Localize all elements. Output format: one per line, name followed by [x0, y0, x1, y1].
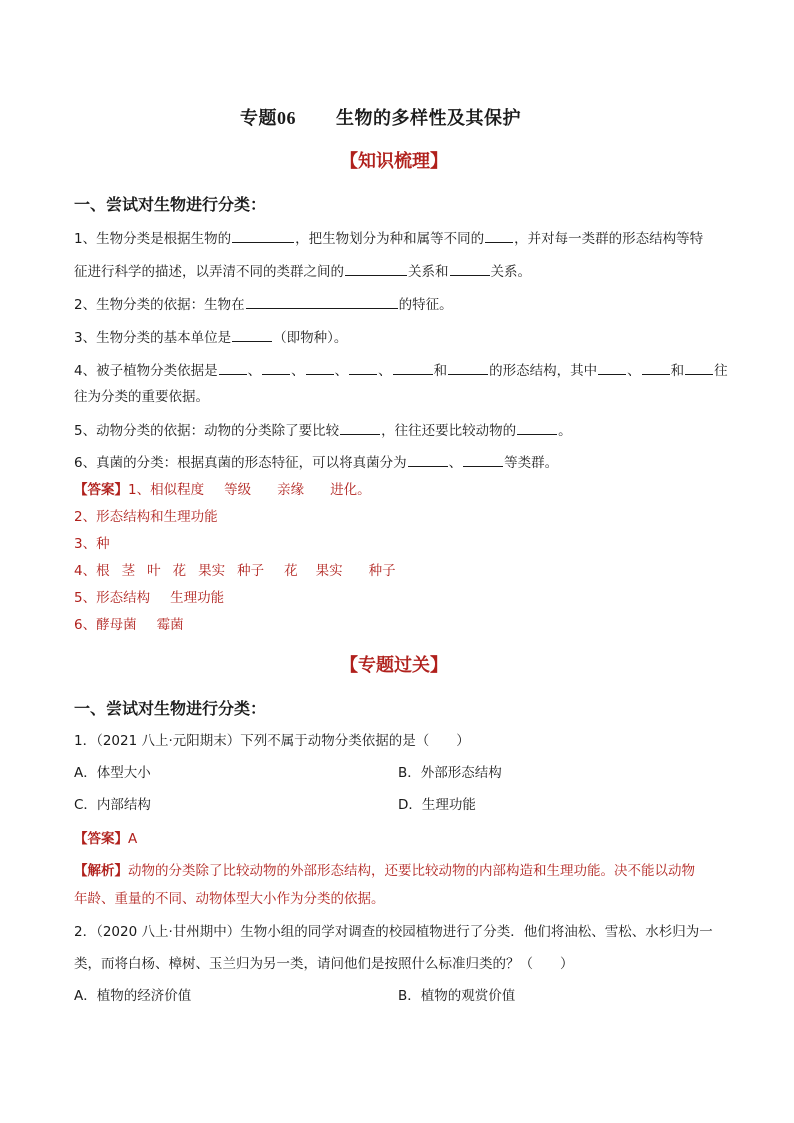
answer-item: 6、酵母菌: [74, 617, 137, 633]
heading-classify-2: 一、尝试对生物进行分类：: [74, 699, 267, 718]
blank: [408, 452, 448, 467]
blank: [262, 360, 290, 375]
answer-item: 果实: [198, 563, 226, 579]
separator: 、: [378, 363, 392, 379]
mc1-analysis-line1: [74, 859, 695, 879]
q1-text-b: ，把生物划分为种和属等不同的: [295, 231, 485, 247]
q3-line: [74, 327, 347, 348]
answer-item: 果实: [315, 563, 343, 579]
answer-label: 【答案】: [74, 831, 128, 847]
q5-text-b: ，往往还要比较动物的: [381, 423, 517, 439]
analysis-label: 【解析】: [74, 863, 128, 879]
answer-line-4: [74, 559, 396, 579]
answer-item: 亲缘: [277, 482, 305, 498]
mc1-analysis-line2: 年龄、重量的不同、动物体型大小作为分类的依据。: [74, 891, 385, 907]
blank: [463, 452, 503, 467]
blank: [450, 261, 490, 276]
answer-item: 叶: [147, 563, 161, 579]
answer-value: A: [128, 831, 138, 847]
title-text: 生物的多样性及其保护: [336, 108, 521, 129]
blank: [340, 420, 380, 435]
q6-text-a: 6、真菌的分类：根据真菌的形态特征，可以将真菌分为: [74, 455, 407, 471]
blank: [642, 360, 670, 375]
mc1-option-a: A．体型大小: [74, 765, 151, 781]
blank: [393, 360, 433, 375]
answer-item: 等级: [224, 482, 252, 498]
q4-text-b: 的形态结构，其中: [489, 363, 598, 379]
answer-line-6: [74, 613, 184, 633]
q5-line: [74, 420, 572, 441]
q1-text-2a: 征进行科学的描述，以弄清不同的类群之间的: [74, 264, 344, 280]
q2-text-a: 2、生物分类的依据：生物在: [74, 297, 245, 313]
answer-line-3: 3、种: [74, 536, 110, 552]
separator: 、: [448, 455, 463, 471]
q1-line1: [74, 228, 703, 249]
page-title: [240, 104, 521, 130]
analysis-text: 动物的分类除了比较动物的外部形态结构，还要比较动物的内部构造和生理功能。决不能以动物: [128, 863, 695, 879]
answer-item: 霉菌: [156, 617, 184, 633]
q5-text-a: 5、动物分类的依据：动物的分类除了要比较: [74, 423, 340, 439]
separator: 、: [247, 363, 262, 379]
heading-classify: 一、尝试对生物进行分类：: [74, 195, 267, 214]
answer-item: 种子: [368, 563, 396, 579]
q4-line2: 往为分类的重要依据。: [74, 389, 209, 405]
answer-item: 种子: [237, 563, 265, 579]
answer-item: 1、相似程度: [128, 482, 205, 498]
q4-text-c: 往: [714, 363, 728, 379]
q2-line: [74, 294, 453, 315]
answer-line-5: [74, 586, 224, 606]
blank: [349, 360, 377, 375]
blank: [232, 228, 294, 243]
separator: 、: [334, 363, 349, 379]
conjunction: 和: [433, 363, 448, 379]
mc2-option-b: B．植物的观赏价值: [398, 988, 516, 1004]
q3-text-b: （即物种）。: [273, 330, 348, 346]
mc1-option-c: C．内部结构: [74, 797, 151, 813]
title-number: 06: [277, 108, 296, 128]
q1-text-c: ，并对每一类群的形态结构等特: [514, 231, 704, 247]
q2-text-b: 的特征。: [398, 297, 453, 313]
mc2-stem-line1: 2．（2020 八上·甘州期中）生物小组的同学对调查的校园植物进行了分类．他们将油松、雪松、水杉归为一: [74, 924, 713, 940]
section-knowledge: 【知识梳理】: [340, 151, 448, 172]
blank: [219, 360, 247, 375]
answer-item: 4、根: [74, 563, 110, 579]
separator: 、: [627, 363, 641, 379]
answer-item: 花: [284, 563, 298, 579]
q4-text-a: 4、被子植物分类依据是: [74, 363, 218, 379]
title-prefix: 专题: [240, 108, 277, 129]
blank: [232, 327, 272, 342]
mc1-answer: [74, 827, 137, 847]
answer-item: 生理功能: [170, 590, 225, 606]
answer-line-2: 2、形态结构和生理功能: [74, 509, 218, 525]
blank: [485, 228, 513, 243]
section-topic-test: 【专题过关】: [340, 655, 448, 676]
mc2-option-a: A．植物的经济价值: [74, 988, 192, 1004]
answer-label: 【答案】: [74, 482, 128, 498]
blank: [306, 360, 334, 375]
blank: [246, 294, 398, 309]
q6-line: [74, 452, 558, 473]
answer-item: 进化。: [330, 482, 371, 498]
blank: [517, 420, 557, 435]
answer-item: 茎: [121, 563, 136, 579]
blank: [598, 360, 626, 375]
q3-text-a: 3、生物分类的基本单位是: [74, 330, 232, 346]
answer-line-1: [74, 478, 371, 498]
blank: [448, 360, 488, 375]
answer-item: 5、形态结构: [74, 590, 151, 606]
q1-text-a: 1、生物分类是根据生物的: [74, 231, 232, 247]
q6-text-b: 等类群。: [504, 455, 559, 471]
mc2-stem-line2: 类，而将白杨、樟树、玉兰归为另一类，请问他们是按照什么标准归类的？（ ）: [74, 956, 574, 972]
separator: 、: [291, 363, 305, 379]
answer-item: 花: [172, 563, 187, 579]
q4-line1: [74, 360, 728, 381]
mc1-option-d: D．生理功能: [398, 797, 476, 813]
blank: [685, 360, 713, 375]
conjunction: 和: [670, 363, 685, 379]
blank: [345, 261, 407, 276]
q1-line2: [74, 261, 531, 282]
q1-text-2c: 关系。: [490, 264, 531, 280]
mc1-option-b: B．外部形态结构: [398, 765, 502, 781]
mc1-stem: 1．（2021 八上·元阳期末）下列不属于动物分类依据的是（ ）: [74, 733, 470, 749]
q1-text-2b: 关系和: [408, 264, 449, 280]
q5-text-c: 。: [558, 423, 572, 439]
